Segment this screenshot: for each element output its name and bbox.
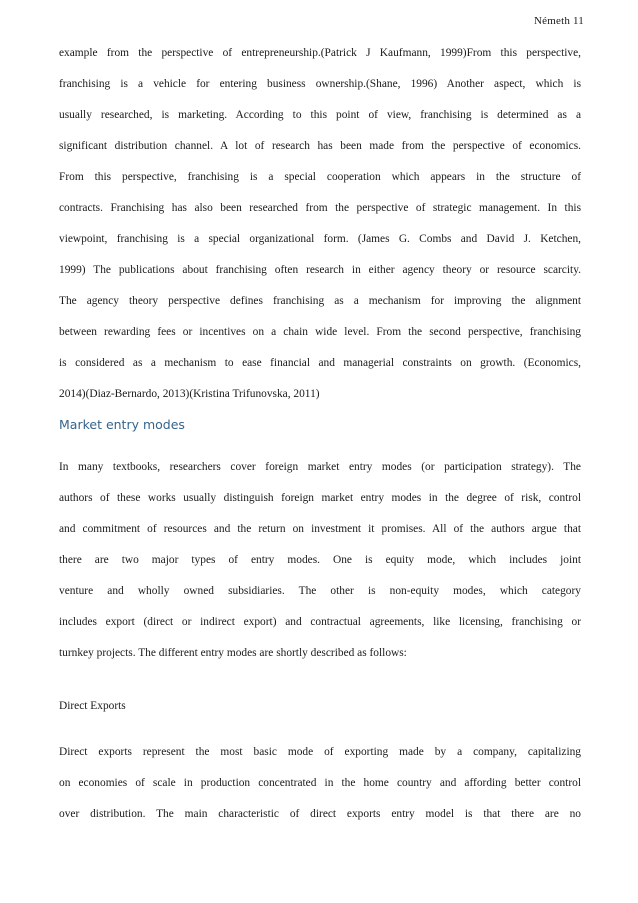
section-heading: Market entry modes	[59, 417, 185, 432]
text-line: turnkey projects. The different entry modes are shortly described as follows:	[59, 647, 407, 659]
text-line: In many textbooks, researchers cover foreign market entry modes (or participation strategy). The	[59, 461, 581, 473]
text-line: over distribution. The main characteristic of direct exports entry model is that there are no	[59, 808, 581, 820]
subheading-direct-exports: Direct Exports	[59, 700, 126, 712]
text-line: The agency theory perspective defines franchising as a mechanism for improving the alignment	[59, 295, 581, 307]
page-header-number: Németh 11	[534, 15, 584, 27]
text-line: is considered as a mechanism to ease financial and managerial constraints on growth. (Economics,	[59, 357, 581, 369]
text-line: authors of these works usually distinguish foreign market entry modes in the degree of risk, control	[59, 492, 581, 504]
text-line: franchising is a vehicle for entering business ownership.(Shane, 1996) Another aspect, which is	[59, 78, 581, 90]
text-line: on economies of scale in production concentrated in the home country and affording better control	[59, 777, 581, 789]
text-line: includes export (direct or indirect export) and contractual agreements, like licensing, franchising or	[59, 616, 581, 628]
text-line: From this perspective, franchising is a special cooperation which appears in the structure of	[59, 171, 581, 183]
text-line: 1999) The publications about franchising often research in either agency theory or resource scarcity.	[59, 264, 581, 276]
text-line: example from the perspective of entrepreneurship.(Patrick J Kaufmann, 1999)From this perspective,	[59, 47, 581, 59]
text-line: usually researched, is marketing. According to this point of view, franchising is determined as a	[59, 109, 581, 121]
text-line: between rewarding fees or incentives on a chain wide level. From the second perspective, franchising	[59, 326, 581, 338]
text-line: viewpoint, franchising is a special organizational form. (James G. Combs and David J. Ketchen,	[59, 233, 581, 245]
text-line: 2014)(Diaz-Bernardo, 2013)(Kristina Trifunovska, 2011)	[59, 388, 320, 400]
text-line: there are two major types of entry modes. One is equity mode, which includes joint	[59, 554, 581, 566]
text-line: venture and wholly owned subsidiaries. The other is non-equity modes, which category	[59, 585, 581, 597]
text-line: and commitment of resources and the return on investment it promises. All of the authors argue that	[59, 523, 581, 535]
text-line: Direct exports represent the most basic mode of exporting made by a company, capitalizing	[59, 746, 581, 758]
text-line: significant distribution channel. A lot of research has been made from the perspective of economics.	[59, 140, 581, 152]
text-line: contracts. Franchising has also been researched from the perspective of strategic management. In this	[59, 202, 581, 214]
